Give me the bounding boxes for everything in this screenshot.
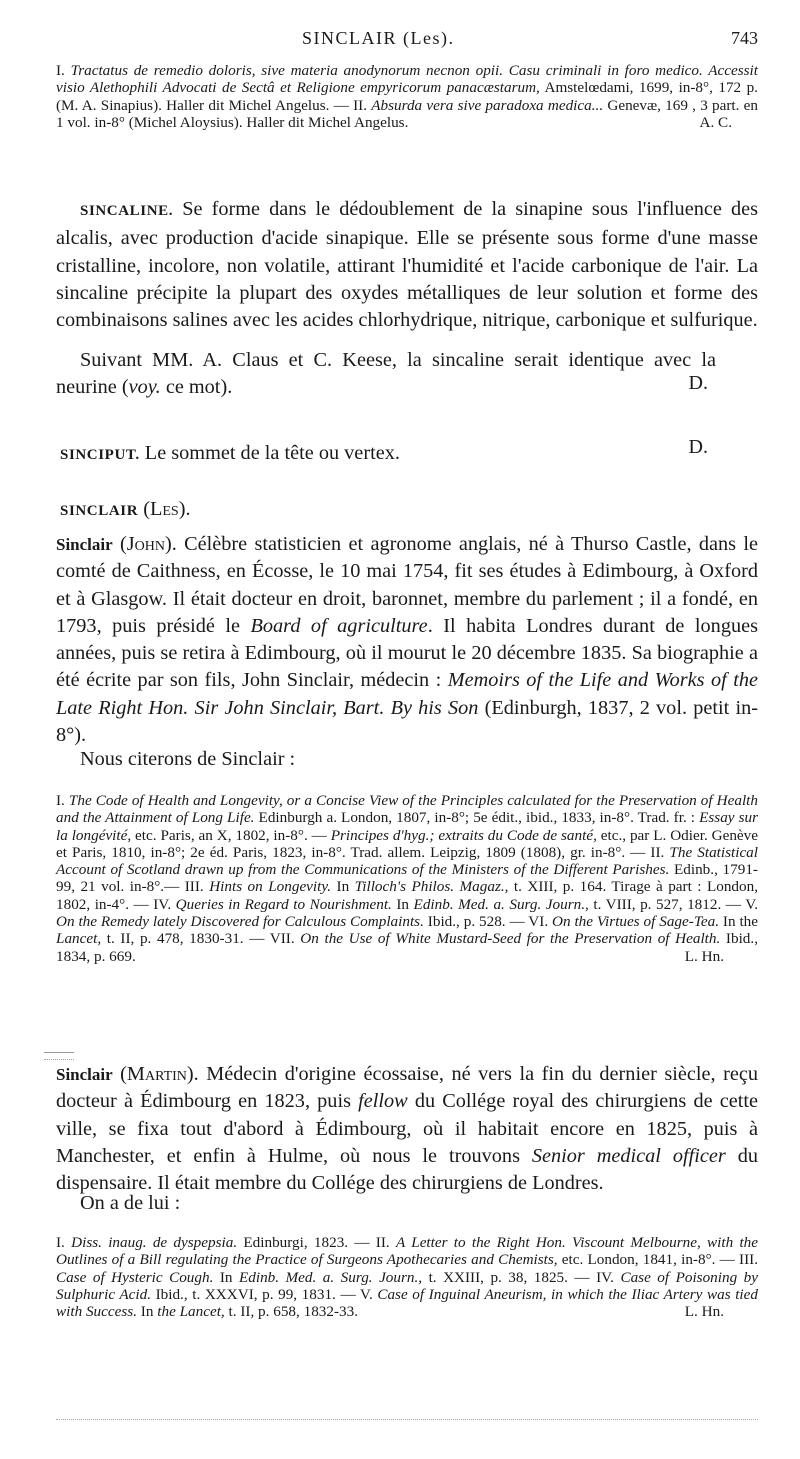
carryover-text-2: Amstelœdami, 1699, in-8°, 172 p. (M. A. Sinapius). Haller dit Michel Angelus. — II.: [56, 79, 758, 114]
jb-15: In: [391, 895, 414, 913]
martin-bibliography-signature: L. Hn.: [684, 1303, 724, 1321]
mb-10: Case of Poisoning by Sulphuric Acid.: [56, 1268, 758, 1303]
mb-12: Case of Inguinal Aneurism, in which the Iliac Artery was tied with Success.: [56, 1285, 758, 1321]
jb-6: Principes d'hyg.; extraits du Code de santé,: [330, 826, 597, 844]
jb-19: Ibid., p. 528. — VI.: [423, 913, 553, 931]
mb-4: A Letter to the Right Hon. Viscount Melbourne, with the Outlines of a Bill regulating the Practice of Surgeons Apothecaries and Chemists,: [56, 1234, 758, 1269]
sincaline-paragraph-1: Se forme dans le dédoublement de la sinapine sous l'influence des alcalis, avec production d'acide sinapique. Elle se présente sous forme d'une masse cristalline, incolore, non volatile, attirant l'humidité et l'acide carbonique de l'air. La sincaline précipite la plupart des oxydes métalliques de leur solution et forme des combinaisons salines avec les acides chlorhydrique, nitrique, carbonique et sulfurique.: [56, 198, 758, 332]
sincaline-paragraph-2: [56, 347, 716, 402]
headword-sinciput: SINCIPUT.: [60, 447, 140, 463]
jb-4: Essay sur la longévité,: [56, 809, 759, 844]
john-paragraph-1c: (Edinburgh, 1837, 2 vol. petit in-8°).: [56, 696, 758, 747]
john-paragraph-1a: Célèbre statisticien et agronome anglais, né à Thurso Castle, dans le comté de Caithness, en Écosse, le 10 mai 1754, fit ses études à Edimbourg, à Oxford et à Glasgow. Il était docteur en droit, baronnet, membre du parlement ; il a fondé, en 1793, puis présidé le: [56, 533, 758, 637]
sincaline-p2-text-a: Suivant MM. A. Claus et C. Keese, la sincaline serait identique avec la neurine (: [56, 349, 716, 399]
martin-name: Sinclair: [56, 1065, 113, 1084]
carryover-text-4: Genevæ, 169 , 3 part. en 1 vol. in-8° (Michel Aloysius). Haller dit Michel Angelus.: [56, 96, 759, 131]
martin-paragraph-1b: du Collége royal des chirurgiens de cette ville, se fixa tout d'abord à Édimbourg, où il habitait encore en 1825, puis à Manchester, et enfin à Hulme, où nous le trouvons: [56, 1090, 758, 1167]
martin-fellow: fellow: [358, 1090, 408, 1113]
john-memoirs-title: Memoirs of the Life and Works of the Late Right Hon. Sir John Sinclair, Bart. By his Son: [56, 669, 758, 719]
sinciput-signature: D.: [688, 436, 708, 458]
sincaline-signature: D.: [688, 372, 708, 394]
jb-8: The Statistical Account of Scotland drawn up from the Communications of the Ministers of the Different Parishes.: [56, 843, 758, 879]
jb-14: Queries in Regard to Nourishment.: [175, 895, 392, 913]
jb-16: Edinb. Med. a. Surg. Journ.,: [413, 895, 589, 913]
john-paragraph-1b: . Il habita Londres durant de longues années, puis se retira à Edimbourg, où il mourut le 20 décembre 1835. Sa biographie a été écrite par son fils, John Sinclair, médecin :: [56, 614, 758, 692]
john-bibliography: [56, 792, 758, 965]
john-bibliography-signature: L. Hn.: [684, 947, 724, 965]
running-head: SINCLAIR (Les).: [302, 28, 455, 48]
sincaline-p2-voy: voy.: [128, 376, 161, 399]
jb-22: Lancet,: [56, 930, 102, 948]
carryover-signature: A. C.: [699, 113, 732, 131]
heading-sinclair-rest: (Les).: [138, 498, 191, 520]
jb-12: Tilloch's Philos. Magaz.,: [354, 878, 509, 896]
mb-9: t. XXIII, p. 38, 1825. — IV.: [422, 1268, 621, 1286]
jb-24: On the Use of White Mustard-Seed for the Preservation of Health.: [300, 930, 721, 948]
mb-8: Edinb. Med. a. Surg. Journ.,: [238, 1268, 423, 1286]
mb-11: Ibid., t. XXXVI, p. 99, 1831. — V.: [151, 1285, 378, 1303]
martin-given-name: (Martin).: [112, 1063, 199, 1085]
sincaline-p2-text-c: ce mot).: [160, 376, 233, 399]
jb-5: etc. Paris, an X, 1802, in-8°. —: [131, 826, 331, 844]
john-board-title: Board of agriculture: [250, 614, 428, 637]
footer-rule: [56, 1419, 758, 1420]
jb-17: t. VIII, p. 527, 1812. — V.: [588, 895, 758, 913]
mb-7: In: [213, 1268, 239, 1286]
mb-3: Edinburgi, 1823. — II.: [237, 1234, 396, 1251]
mb-14: the Lancet,: [157, 1303, 225, 1321]
mb-2: Diss. inaug. de dyspepsia.: [71, 1234, 238, 1251]
mb-1: I.: [56, 1234, 72, 1251]
jb-25: Ibid., 1834, p. 669.: [56, 930, 758, 965]
martin-officer: Senior medical officer: [531, 1144, 726, 1167]
jb-23: t. II, p. 478, 1830-31. — VII.: [101, 930, 301, 948]
jb-11: In: [331, 878, 355, 896]
jb-10: Hints on Longevity.: [209, 878, 332, 896]
john-name: Sinclair: [56, 535, 113, 554]
john-given-name: (John).: [112, 533, 177, 555]
sinciput-text: Le sommet de la tête ou vertex.: [139, 442, 400, 464]
martin-paragraph-1a: Médecin d'origine écossaise, né vers la fin du dernier siècle, reçu docteur à Édimbourg en 1823, puis: [56, 1063, 758, 1113]
jb-2: The Code of Health and Longevity, or a Concise View of the Principles calculated for the Preservation of Health and the Attainment of Long Life.: [56, 792, 758, 827]
page-header: [56, 28, 758, 52]
carryover-title-2: Absurda vera sive paradoxa medica...: [371, 96, 604, 114]
martin-paragraph-2: On a de lui :: [80, 1192, 181, 1214]
carryover-title-1: Tractatus de remedio doloris, sive materia anodynorum necnon opii. Casu criminali in foro medico. Accessit visio Alethophili Advocati de Sectâ et Religione empyricorum panacæstarum,: [56, 62, 758, 97]
jb-13: t. XIII, p. 164. Tirage à part : London, 1802, in-4°. — IV.: [56, 878, 758, 913]
mb-5: etc. London, 1841, in-8°. — III.: [557, 1251, 758, 1269]
carryover-label: I.: [56, 62, 65, 79]
page-number: 743: [731, 28, 758, 48]
jb-21: In the: [719, 913, 759, 931]
mb-15: t. II, p. 658, 1832-33.: [224, 1303, 359, 1321]
mb-13: In: [137, 1303, 158, 1321]
headword-sincaline: SINCALINE.: [80, 203, 174, 219]
jb-9: Edinb., 1791-99, 21 vol. in-8°.— III.: [56, 861, 758, 896]
headword-sinclair: SINCLAIR: [60, 503, 139, 519]
jb-1: I.: [56, 792, 69, 809]
jb-20: On the Virtues of Sage-Tea.: [552, 913, 720, 931]
jb-3: Edinburgh a. London, 1807, in-8°; 5e édit., ibid., 1833, in-8°. Trad. fr. :: [254, 809, 700, 827]
scan-mark: [44, 1052, 74, 1060]
entry-sinciput: [60, 440, 762, 469]
heading-sinclair-les: [60, 496, 762, 525]
entry-martin-sinclair: [56, 1061, 758, 1197]
jb-18: On the Remedy lately Discovered for Calculous Complaints.: [56, 913, 424, 931]
carryover-bibliography: [56, 62, 758, 131]
martin-paragraph-1c: du dispensaire. Il était membre du Collége des chirurgiens de Londres.: [56, 1144, 758, 1195]
jb-7: etc., par L. Odier. Genève et Paris, 1810, in-8°; 2e éd. Paris, 1823, in-8°. Trad. allem. Leipzig, 1809 (1808), gr. in-8°. — II.: [56, 826, 759, 861]
entry-sincaline: [56, 196, 758, 334]
john-paragraph-2: Nous citerons de Sinclair :: [80, 748, 296, 770]
entry-john-sinclair: [56, 531, 758, 749]
mb-6: Case of Hysteric Cough.: [56, 1268, 214, 1286]
martin-bibliography: [56, 1234, 758, 1320]
